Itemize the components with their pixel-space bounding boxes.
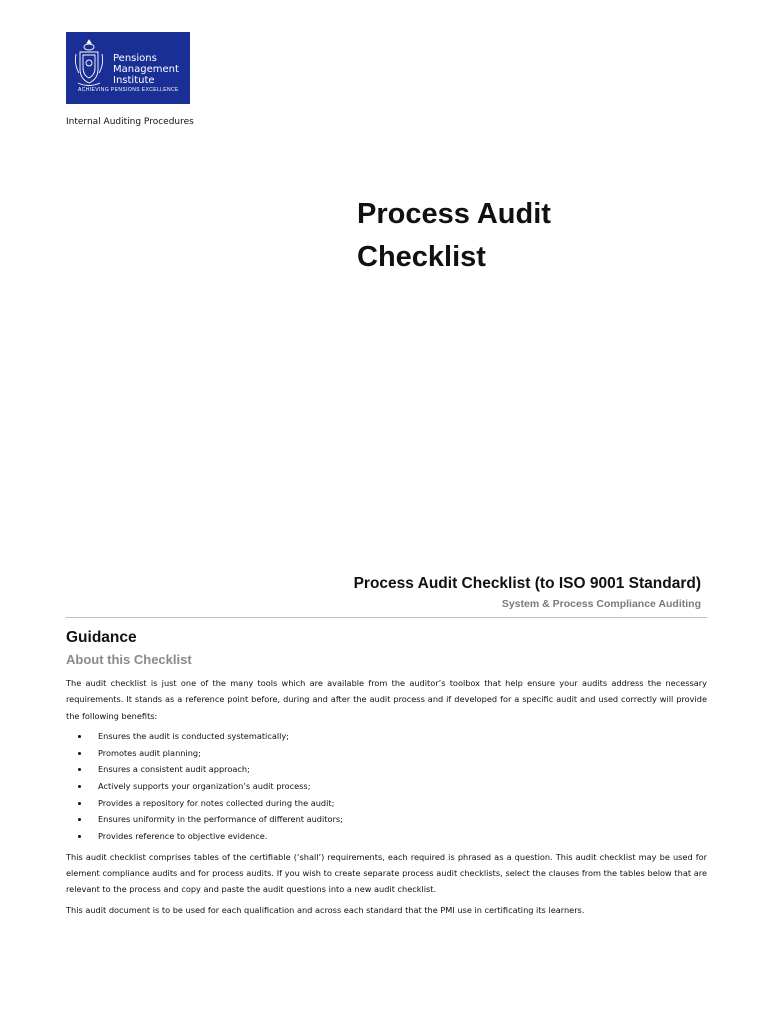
document-sub-subtitle: System & Process Compliance Auditing [501, 598, 701, 610]
list-item: Provides a repository for notes collected during the audit; [66, 795, 707, 812]
divider [66, 617, 707, 618]
usage-paragraph: This audit document is to be used for each qualification and across each standard that the PMI use in certificating its learners. [66, 904, 585, 915]
bullet-icon [78, 752, 81, 755]
logo-tagline: ACHIEVING PENSIONS EXCELLENCE [78, 87, 179, 93]
crest-icon [74, 39, 104, 89]
benefits-list [66, 728, 707, 845]
bullet-icon [78, 818, 81, 821]
pmi-logo [66, 32, 190, 104]
checklist-structure-paragraph: This audit checklist comprises tables of the certifiable (‘shall’) requirements, each required is phrased as a question. This audit checklist may be used for element compliance audits and for process audits. If you wish to create separate process audit checklists, select the clauses from the tables below that are relevant to the process and copy and paste the audit questions into a new audit checklist. [66, 851, 707, 895]
bullet-icon [78, 735, 81, 738]
guidance-content [66, 675, 707, 918]
list-item: Ensures the audit is conducted systematically; [66, 728, 707, 745]
list-item: Promotes audit planning; [66, 745, 707, 762]
bullet-icon [78, 802, 81, 805]
page-title: Process Audit Checklist [357, 198, 551, 273]
guidance-heading: Guidance [66, 629, 137, 646]
about-checklist-heading: About this Checklist [66, 652, 192, 667]
list-item: Ensures a consistent audit approach; [66, 761, 707, 778]
bullet-icon [78, 785, 81, 788]
document-type-label: Internal Auditing Procedures [66, 117, 194, 127]
bullet-icon [78, 835, 81, 838]
intro-paragraph: The audit checklist is just one of the many tools which are available from the auditor’s toolbox that help ensure your audits address the necessary requirements. It stands as a reference point before, during and after the audit process and if developed for a specific audit and used correctly will provide the following benefits: [66, 678, 707, 721]
document-subtitle: Process Audit Checklist (to ISO 9001 Standard) [353, 575, 701, 592]
list-item: Provides reference to objective evidence. [66, 828, 707, 845]
list-item: Actively supports your organization’s audit process; [66, 778, 707, 795]
logo-name: Pensions Management Institute [113, 53, 179, 86]
list-item: Ensures uniformity in the performance of different auditors; [66, 811, 707, 828]
bullet-icon [78, 768, 81, 771]
